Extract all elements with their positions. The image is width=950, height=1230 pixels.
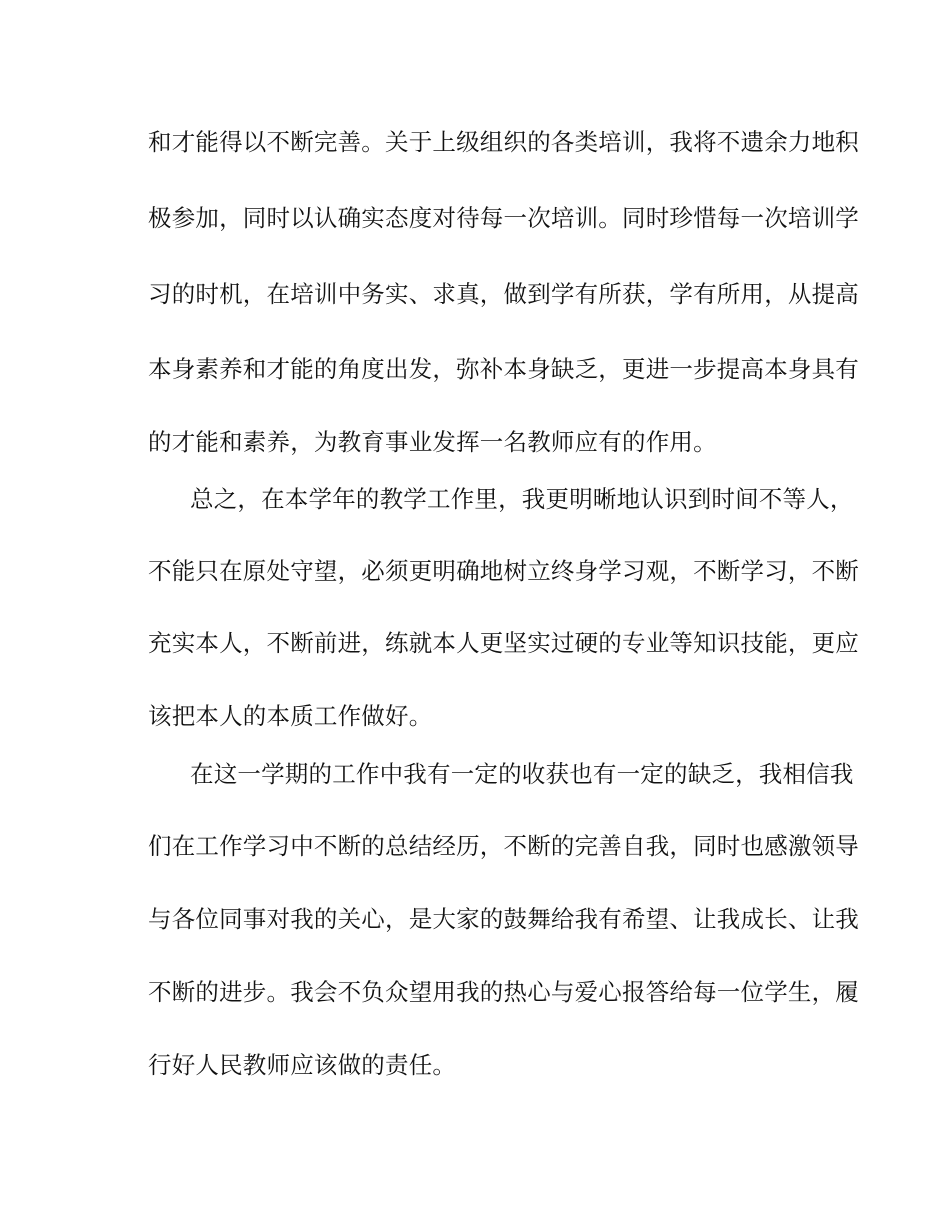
text-line: 该把本人的本质工作做好。 <box>148 702 433 730</box>
text-line: 们在工作学习中不断的总结经历，不断的完善自我，同时也感激领导 <box>148 832 859 860</box>
text-line: 习的时机，在培训中务实、求真，做到学有所获，学有所用，从提高 <box>148 280 859 308</box>
text-line: 极参加，同时以认确实态度对待每一次培训。同时珍惜每一次培训学 <box>148 204 859 232</box>
paragraph-start-line: 总之，在本学年的教学工作里，我更明晰地认识到时间不等人， <box>190 485 854 513</box>
text-line: 与各位同事对我的关心，是大家的鼓舞给我有希望、让我成长、让我 <box>148 905 859 933</box>
text-line: 不断的进步。我会不负众望用我的热心与爱心报答给每一位学生，履 <box>148 978 859 1006</box>
text-line: 本身素养和才能的角度出发，弥补本身缺乏，更进一步提高本身具有 <box>148 355 859 383</box>
paragraph-start-line: 在这一学期的工作中我有一定的收获也有一定的缺乏，我相信我 <box>190 760 854 788</box>
text-line: 行好人民教师应该做的责任。 <box>148 1051 457 1079</box>
text-line: 不能只在原处守望，必须更明确地树立终身学习观，不断学习，不断 <box>148 557 859 585</box>
text-line: 的才能和素养，为教育事业发挥一名教师应有的作用。 <box>148 428 717 456</box>
text-line: 和才能得以不断完善。关于上级组织的各类培训，我将不遗余力地积 <box>148 128 859 156</box>
text-line: 充实本人，不断前进，练就本人更坚实过硬的专业等知识技能，更应 <box>148 629 859 657</box>
